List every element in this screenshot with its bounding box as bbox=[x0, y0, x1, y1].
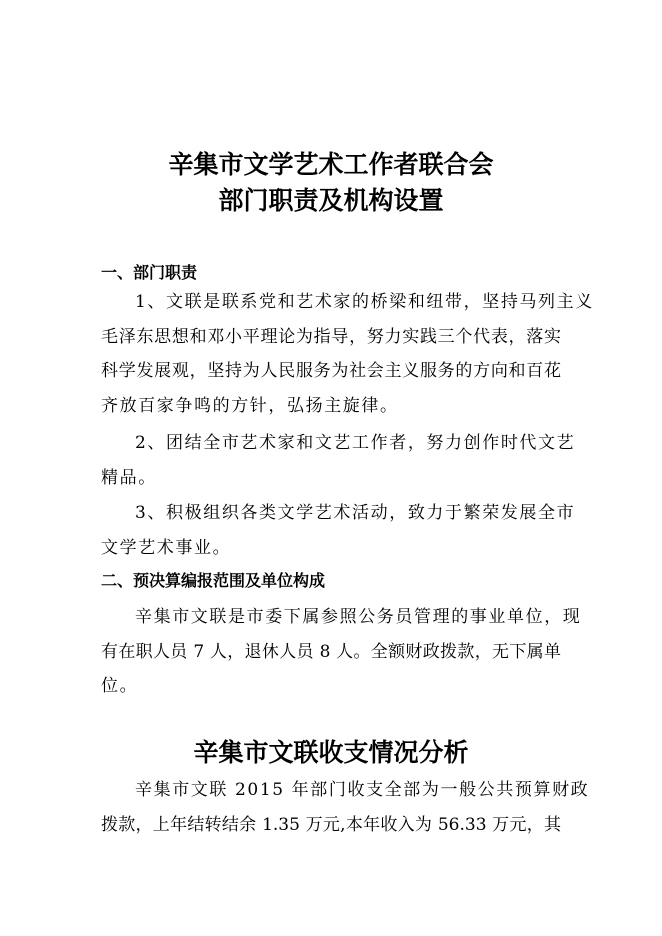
section1-item1-line: 科学发展观，坚持为人民服务为社会主义服务的方向和百花 bbox=[101, 361, 561, 381]
section2-heading: 二、预决算编报范围及单位构成 bbox=[101, 571, 326, 590]
section1-item3 bbox=[101, 496, 576, 565]
section1-item1-line: 1、文联是联系党和艺术家的桥梁和纽带，坚持马列主义 bbox=[135, 292, 594, 312]
analysis-title: 辛集市文联收支情况分析 bbox=[193, 738, 469, 767]
analysis-paragraph-line: 拨款，上年结转结余 1.35 万元,本年收入为 56.33 万元，其 bbox=[101, 814, 561, 835]
section1-heading: 一、部门职责 bbox=[101, 263, 198, 282]
section1-item3-line: 文学艺术事业。 bbox=[101, 537, 232, 558]
document-title-line2: 部门职责及机构设置 bbox=[218, 186, 444, 215]
section1-item1-line: 齐放百家争鸣的方针，弘扬主旋律。 bbox=[101, 395, 399, 416]
section1-item2-line: 2、团结全市艺术家和文艺工作者，努力创作时代文艺 bbox=[135, 433, 576, 453]
section1-item1-line: 毛泽东思想和邓小平理论为指导，努力实践三个代表，落实 bbox=[101, 326, 561, 347]
section1-item3-line: 3、积极组织各类文学艺术活动，致力于繁荣发展全市 bbox=[135, 503, 576, 523]
section1-item1 bbox=[101, 285, 594, 423]
section2-paragraph-line: 有在职人员 7 人，退休人员 8 人。全额财政拨款，无下属单 bbox=[101, 641, 561, 662]
analysis-paragraph bbox=[101, 773, 590, 842]
section1-item2 bbox=[101, 426, 576, 495]
section2-paragraph-line: 位。 bbox=[101, 676, 139, 696]
document-title-line1: 辛集市文学艺术工作者联合会 bbox=[168, 150, 494, 179]
section1-item2-line: 精品。 bbox=[101, 467, 157, 488]
section2-paragraph bbox=[101, 600, 582, 704]
section2-paragraph-line: 辛集市文联是市委下属参照公务员管理的事业单位，现 bbox=[135, 607, 582, 627]
analysis-paragraph-line: 辛集市文联 2015 年部门收支全部为一般公共预算财政 bbox=[135, 780, 590, 800]
